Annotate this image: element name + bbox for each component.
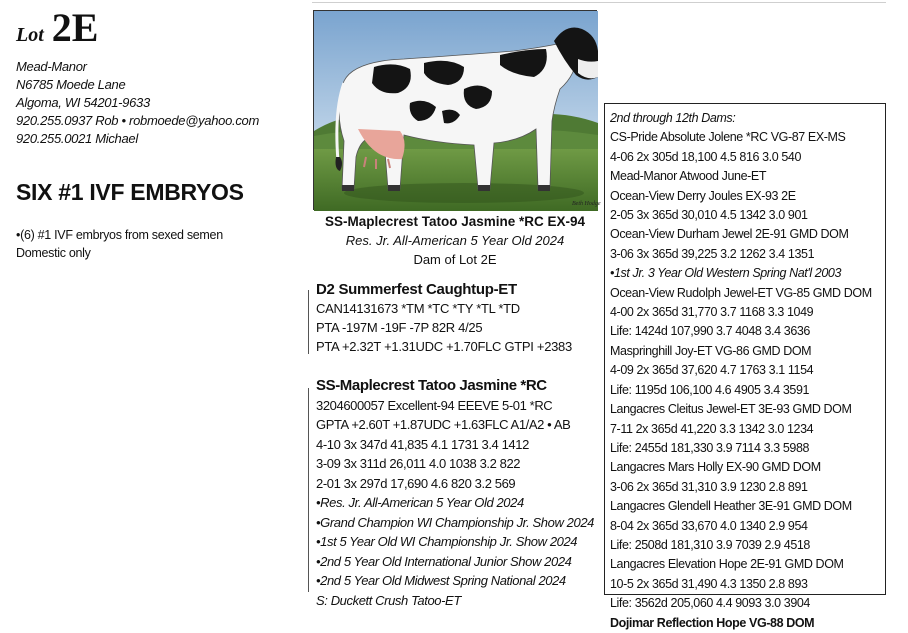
pedigree-line: Langacres Mars Holly EX-90 GMD DOM xyxy=(610,460,821,475)
street-address: N6785 Moede Lane xyxy=(16,77,126,92)
pedigree-line: Maspringhill Joy-ET VG-86 GMD DOM xyxy=(610,343,812,358)
dam-honor: •1st 5 Year Old WI Championship Jr. Show 2024 xyxy=(316,534,578,549)
dam-detail-line: 3204600057 Excellent-94 EEEVE 5-01 *RC xyxy=(316,397,553,413)
photographer-signature: Beth Hodge xyxy=(572,201,601,207)
photo-caption xyxy=(313,212,597,269)
pedigree-line: Langacres Elevation Hope 2E-91 GMD DOM xyxy=(610,557,844,572)
caption-award: Res. Jr. All-American 5 Year Old 2024 xyxy=(345,233,565,248)
pedigree-line: Ocean-View Durham Jewel 2E-91 GMD DOM xyxy=(610,227,849,242)
pedigree-line: 7-11 2x 365d 41,220 3.3 1342 3.0 1234 xyxy=(610,421,814,436)
pedigree-line: Langacres Glendell Heather 3E-91 GMD DOM xyxy=(610,499,852,514)
pedigree-line: 3-06 3x 365d 39,225 3.2 1262 3.4 1351 xyxy=(610,246,815,261)
top-rule xyxy=(312,2,886,3)
pedigree-line: Ocean-View Rudolph Jewel-ET VG-85 GMD DOM xyxy=(610,285,872,300)
sire-detail-line: PTA +2.32T +1.31UDC +1.70FLC GTPI +2383 xyxy=(316,339,572,354)
consignor-contact xyxy=(16,58,259,148)
pedigree-line: Ocean-View Derry Joules EX-93 2E xyxy=(610,188,796,203)
pedigree-line: 2-05 3x 365d 30,010 4.5 1342 3.0 901 xyxy=(610,208,808,223)
sire-detail-line: CAN14131673 *TM *TC *TY *TL *TD xyxy=(316,301,520,316)
pedigree-line: 4-00 2x 365d 31,770 3.7 1168 3.3 1049 xyxy=(610,305,814,320)
pedigree-lines xyxy=(610,128,872,633)
dam-honor: •Res. Jr. All-American 5 Year Old 2024 xyxy=(316,495,524,510)
dam-section xyxy=(316,376,594,610)
pedigree-line: 8-04 2x 365d 33,670 4.0 1340 2.9 954 xyxy=(610,518,808,533)
caption-title: SS-Maplecrest Tatoo Jasmine *RC EX-94 xyxy=(324,214,586,229)
sire-name: D2 Summerfest Caughtup-ET xyxy=(316,281,517,298)
sire-section xyxy=(316,280,572,356)
phone-email-rob: 920.255.0937 Rob • robmoede@yahoo.com xyxy=(16,113,259,128)
caption-relation: Dam of Lot 2E xyxy=(413,252,497,267)
cow-illustration xyxy=(314,11,601,211)
dam-honor: •2nd 5 Year Old Midwest Spring National 2024 xyxy=(316,573,566,588)
pedigree-line: •1st Jr. 3 Year Old Western Spring Nat'l 2003 xyxy=(610,266,842,281)
sire-bracket-line xyxy=(308,290,309,354)
pedigree-line: Life: 2508d 181,310 3.9 7039 2.9 4518 xyxy=(610,537,810,552)
dam-record-line: 2-01 3x 297d 17,690 4.6 820 3.2 569 xyxy=(316,475,516,491)
cow-photo xyxy=(313,10,601,210)
pedigree-list xyxy=(610,109,872,633)
lot-heading xyxy=(16,4,98,51)
pedigree-line: Life: 2455d 181,330 3.9 7114 3.3 5988 xyxy=(610,440,810,455)
farm-name: Mead-Manor xyxy=(16,59,87,74)
city-state-zip: Algoma, WI 54201-9633 xyxy=(16,95,150,110)
pedigree-line: Life: 1424d 107,990 3.7 4048 3.4 3636 xyxy=(610,324,810,339)
offering-detail-line: •(6) #1 IVF embryos from sexed semen xyxy=(16,228,223,242)
pedigree-line: Life: 3562d 205,060 4.4 9093 3.0 3904 xyxy=(610,596,810,611)
pedigree-line: Mead-Manor Atwood June-ET xyxy=(610,169,767,184)
pedigree-line: CS-Pride Absolute Jolene *RC VG-87 EX-MS xyxy=(610,130,846,145)
lot-label: Lot xyxy=(16,24,44,46)
dam-name: SS-Maplecrest Tatoo Jasmine *RC xyxy=(316,377,547,394)
dam-record-line: 4-10 3x 347d 41,835 4.1 1731 3.4 1412 xyxy=(316,436,529,452)
offering-detail-line: Domestic only xyxy=(16,246,91,260)
dam-detail-line: GPTA +2.60T +1.87UDC +1.63FLC A1/A2 • AB xyxy=(316,417,571,432)
phone-michael: 920.255.0021 Michael xyxy=(16,131,138,146)
pedigree-line: Life: 1195d 106,100 4.6 4905 3.4 3591 xyxy=(610,382,810,397)
dam-sire: S: Duckett Crush Tatoo-ET xyxy=(316,592,461,608)
pedigree-header: 2nd through 12th Dams: xyxy=(610,111,736,125)
lot-number: 2E xyxy=(51,5,99,50)
dam-honor: •Grand Champion WI Championship Jr. Show 2024 xyxy=(316,514,594,530)
dam-record-line: 3-09 3x 311d 26,011 4.0 1038 3.2 822 xyxy=(316,456,521,471)
sire-detail-line: PTA -197M -19F -7P 82R 4/25 xyxy=(316,320,483,335)
pedigree-line: Dojimar Reflection Hope VG-88 DOM xyxy=(610,615,815,630)
dam-bracket-line xyxy=(308,388,309,592)
offering-details xyxy=(16,226,223,262)
pedigree-line: 4-09 2x 365d 37,620 4.7 1763 3.1 1154 xyxy=(610,363,814,378)
pedigree-line: Langacres Cleitus Jewel-ET 3E-93 GMD DOM xyxy=(610,402,852,417)
pedigree-line: 3-06 2x 365d 31,310 3.9 1230 2.8 891 xyxy=(610,479,808,494)
pedigree-line: 10-5 2x 365d 31,490 4.3 1350 2.8 893 xyxy=(610,576,808,591)
pedigree-line: 4-06 2x 305d 18,100 4.5 816 3.0 540 xyxy=(610,149,802,164)
offering-headline: SIX #1 IVF EMBRYOS xyxy=(16,179,244,205)
dam-honor: •2nd 5 Year Old International Junior Show 2024 xyxy=(316,553,572,569)
